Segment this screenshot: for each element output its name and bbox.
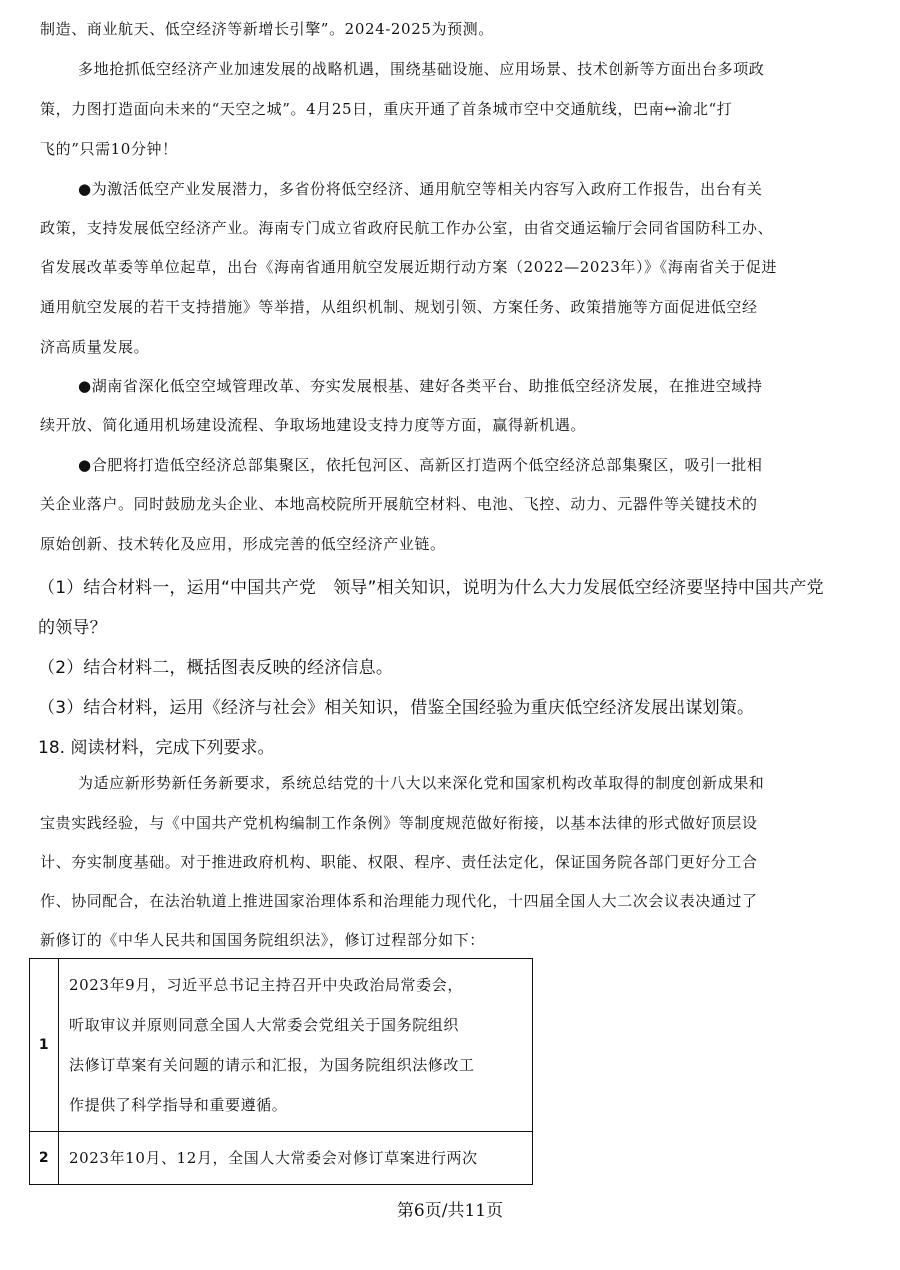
question-2: （2）结合材料二，概括图表反映的经济信息。 xyxy=(38,658,394,678)
question-1: （1）结合材料一，运用“中国共产党 领导”相关知识，说明为什么大力发展低空经济要坚持中国共产党 xyxy=(38,578,824,598)
cell-line: 2023年9月，习近平总书记主持召开中央政治局常委会， xyxy=(69,976,463,994)
material-line: 通用航空发展的若干支持措施》等举措，从组织机制、规划引领、方案任务、政策措施等方面促进低空经 xyxy=(40,298,758,316)
row-number: 2 xyxy=(30,1132,59,1185)
material-line: 制造、商业航天、低空经济等新增长引擎”。2024-2025为预测。 xyxy=(40,20,494,38)
row-content xyxy=(59,959,533,1132)
q18-material-line: 新修订的《中华人民共和国国务院组织法》，修订过程部分如下： xyxy=(40,931,485,949)
q18-material-line: 计、夯实制度基础。对于推进政府机构、职能、权限、程序、责任法定化，保证国务院各部门更好分工合 xyxy=(40,853,758,871)
material-line: 多地抢抓低空经济产业加速发展的战略机遇，围绕基础设施、应用场景、技术创新等方面出台多项政 xyxy=(78,60,765,78)
material-line: 省发展改革委等单位起草，出台《海南省通用航空发展近期行动方案（2022—2023年）》《海南省关于促进 xyxy=(40,258,777,276)
row-number: 1 xyxy=(30,959,59,1132)
bullet-line: ●湖南省深化低空空域管理改革、夯实发展根基、建好各类平台、助推低空经济发展，在推进空域持 xyxy=(78,377,763,395)
q18-material-line: 宝贵实践经验，与《中国共产党机构编制工作条例》等制度规范做好衔接，以基本法律的形式做好顶层设 xyxy=(40,814,758,832)
revision-process-table xyxy=(29,958,533,1185)
question-3: （3）结合材料，运用《经济与社会》相关知识，借鉴全国经验为重庆低空经济发展出谋划策。 xyxy=(38,698,755,718)
page-footer: 第6页/共11页 xyxy=(396,1201,504,1221)
material-line: 政策，支持发展低空经济产业。海南专门成立省政府民航工作办公室，由省交通运输厅会同省国防科工办、 xyxy=(40,219,774,237)
table-row xyxy=(30,959,533,1132)
table-row xyxy=(30,1132,533,1185)
question-1-cont: 的领导？ xyxy=(38,618,107,638)
question-18-heading: 18. 阅读材料，完成下列要求。 xyxy=(38,738,275,758)
cell-line: 听取审议并原则同意全国人大常委会党组关于国务院组织 xyxy=(69,1016,460,1034)
bullet-line: ●为激活低空产业发展潜力，多省份将低空经济、通用航空等相关内容写入政府工作报告，出台有关 xyxy=(78,180,763,198)
material-line: 关企业落户。同时鼓励龙头企业、本地高校院所开展航空材料、电池、飞控、动力、元器件等关键技术的 xyxy=(40,495,758,513)
q18-material-line: 作、协同配合，在法治轨道上推进国家治理体系和治理能力现代化，十四届全国人大二次会议表决通过了 xyxy=(40,892,758,910)
row-content xyxy=(59,1132,533,1185)
cell-line: 2023年10月、12月，全国人大常委会对修订草案进行两次 xyxy=(69,1149,478,1167)
material-line: 策，力图打造面向未来的“天空之城”。4月25日，重庆开通了首条城市空中交通航线，巴南↔渝北“打 xyxy=(40,100,733,118)
bullet-line: ●合肥将打造低空经济总部集聚区，依托包河区、高新区打造两个低空经济总部集聚区，吸引一批相 xyxy=(78,456,763,474)
material-line: 原始创新、技术转化及应用，形成完善的低空经济产业链。 xyxy=(40,535,446,553)
cell-line: 法修订草案有关问题的请示和汇报，为国务院组织法修改工 xyxy=(69,1056,475,1074)
material-line: 飞的”只需10分钟！ xyxy=(40,140,178,158)
q18-material-line: 为适应新形势新任务新要求，系统总结党的十八大以来深化党和国家机构改革取得的制度创新成果和 xyxy=(78,774,765,792)
material-line: 续开放、简化通用机场建设流程、争取场地建设支持力度等方面，赢得新机遇。 xyxy=(40,416,587,434)
cell-line: 作提供了科学指导和重要遵循。 xyxy=(69,1096,288,1114)
material-line: 济高质量发展。 xyxy=(40,338,150,356)
